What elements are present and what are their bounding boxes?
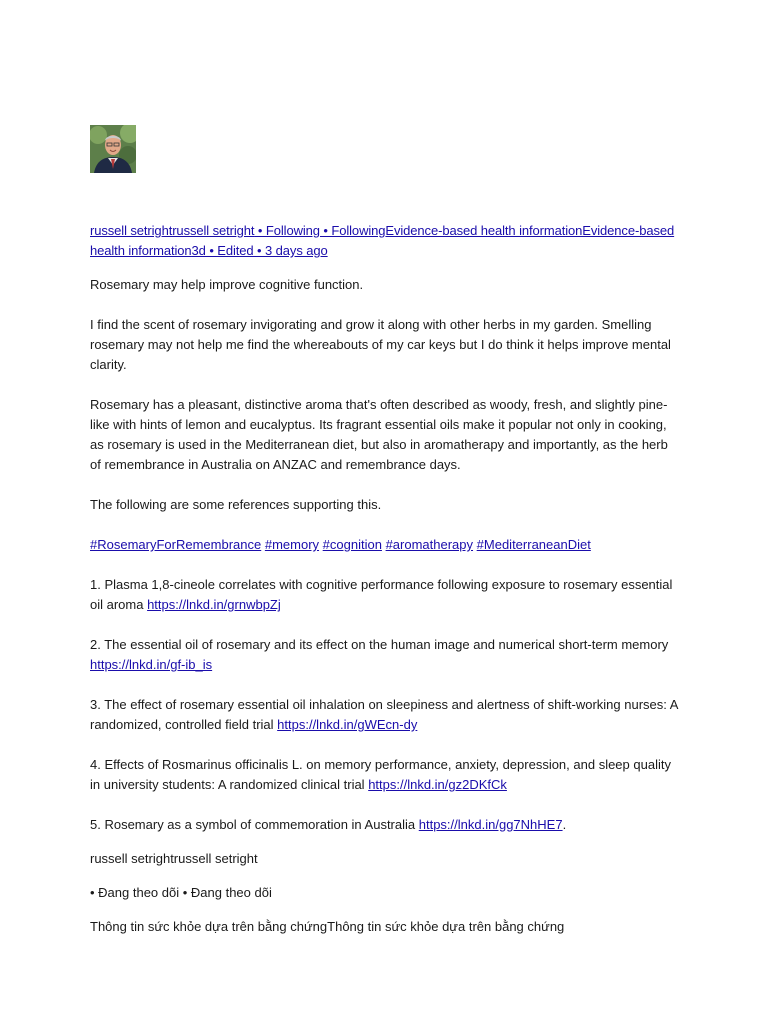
reference-title: 5. Rosemary as a symbol of commemoration in Australia	[90, 817, 419, 832]
reference-item	[90, 575, 680, 615]
reference-link[interactable]: https://lnkd.in/gg7NhHE7	[418, 817, 563, 832]
author-name: russell setrightrussell setright	[90, 223, 255, 238]
reference-item	[90, 755, 680, 795]
reference-link[interactable]: https://lnkd.in/gf-ib_is	[90, 657, 213, 672]
footer-follow-status: • Đang theo dõi • Đang theo dõi	[90, 885, 272, 900]
post-paragraph-1: I find the scent of rosemary invigorating and grow it along with other herbs in my garden. Smelling rosemary may not help me find the whereabouts of my car keys but I do think it helps improve mental clarity.	[90, 317, 671, 372]
hashtag-list	[90, 535, 680, 555]
references-intro: The following are some references supporting this.	[90, 497, 382, 512]
reference-title: 2. The essential oil of rosemary and its effect on the human image and numerical short-term memory	[90, 637, 669, 652]
hashtag-link[interactable]: #memory	[264, 537, 320, 552]
avatar[interactable]	[90, 125, 136, 173]
post-container	[90, 125, 680, 937]
reference-item	[90, 695, 680, 735]
hashtag-link[interactable]: #cognition	[322, 537, 382, 552]
footer-author-tagline: Thông tin sức khỏe dựa trên bằng chứngThông tin sức khỏe dựa trên bằng chứng	[90, 919, 565, 934]
reference-title: 1. Plasma 1,8-cineole correlates with cognitive performance following exposure to rosemary essential oil aroma	[90, 577, 673, 612]
follow-status: • Following • Following	[254, 223, 386, 238]
reference-title: 4. Effects of Rosmarinus officinalis L. on memory performance, anxiety, depression, and sleep quality in university students: A randomized clinical trial	[90, 757, 671, 792]
reference-item	[90, 815, 680, 835]
hashtag-link[interactable]: #RosemaryForRemembrance	[90, 537, 262, 552]
reference-link[interactable]: https://lnkd.in/gWEcn-dy	[277, 717, 418, 732]
reference-link[interactable]: https://lnkd.in/gz2DKfCk	[368, 777, 507, 792]
hashtag-link[interactable]: #aromatherapy	[385, 537, 474, 552]
reference-suffix: .	[562, 817, 567, 832]
reference-link[interactable]: https://lnkd.in/grnwbpZj	[147, 597, 281, 612]
reference-item	[90, 635, 680, 675]
footer-author-name: russell setrightrussell setright	[90, 851, 258, 866]
hashtag-link[interactable]: #MediterraneanDiet	[476, 537, 591, 552]
post-paragraph-2: Rosemary has a pleasant, distinctive aroma that's often described as woody, fresh, and slightly pine-like with hints of lemon and eucalyptus. Its fragrant essential oils make it popular not only in cooking, as rosemary is used in the Mediterranean diet, but also in aromatherapy and importantly, as the herb of remembrance in Australia on ANZAC and remembrance days.	[90, 397, 668, 472]
post-timestamp: 3d • Edited • 3 days ago	[191, 243, 328, 258]
avatar-photo-icon	[90, 125, 136, 173]
author-header-link[interactable]	[90, 221, 680, 261]
reference-title: 3. The effect of rosemary essential oil inhalation on sleepiness and alertness of shift-working nurses: A randomized, controlled field trial	[90, 697, 678, 732]
author-tagline: Evidence-based health informationEvidence-based health information	[90, 223, 675, 258]
post-intro: Rosemary may help improve cognitive function.	[90, 277, 364, 292]
